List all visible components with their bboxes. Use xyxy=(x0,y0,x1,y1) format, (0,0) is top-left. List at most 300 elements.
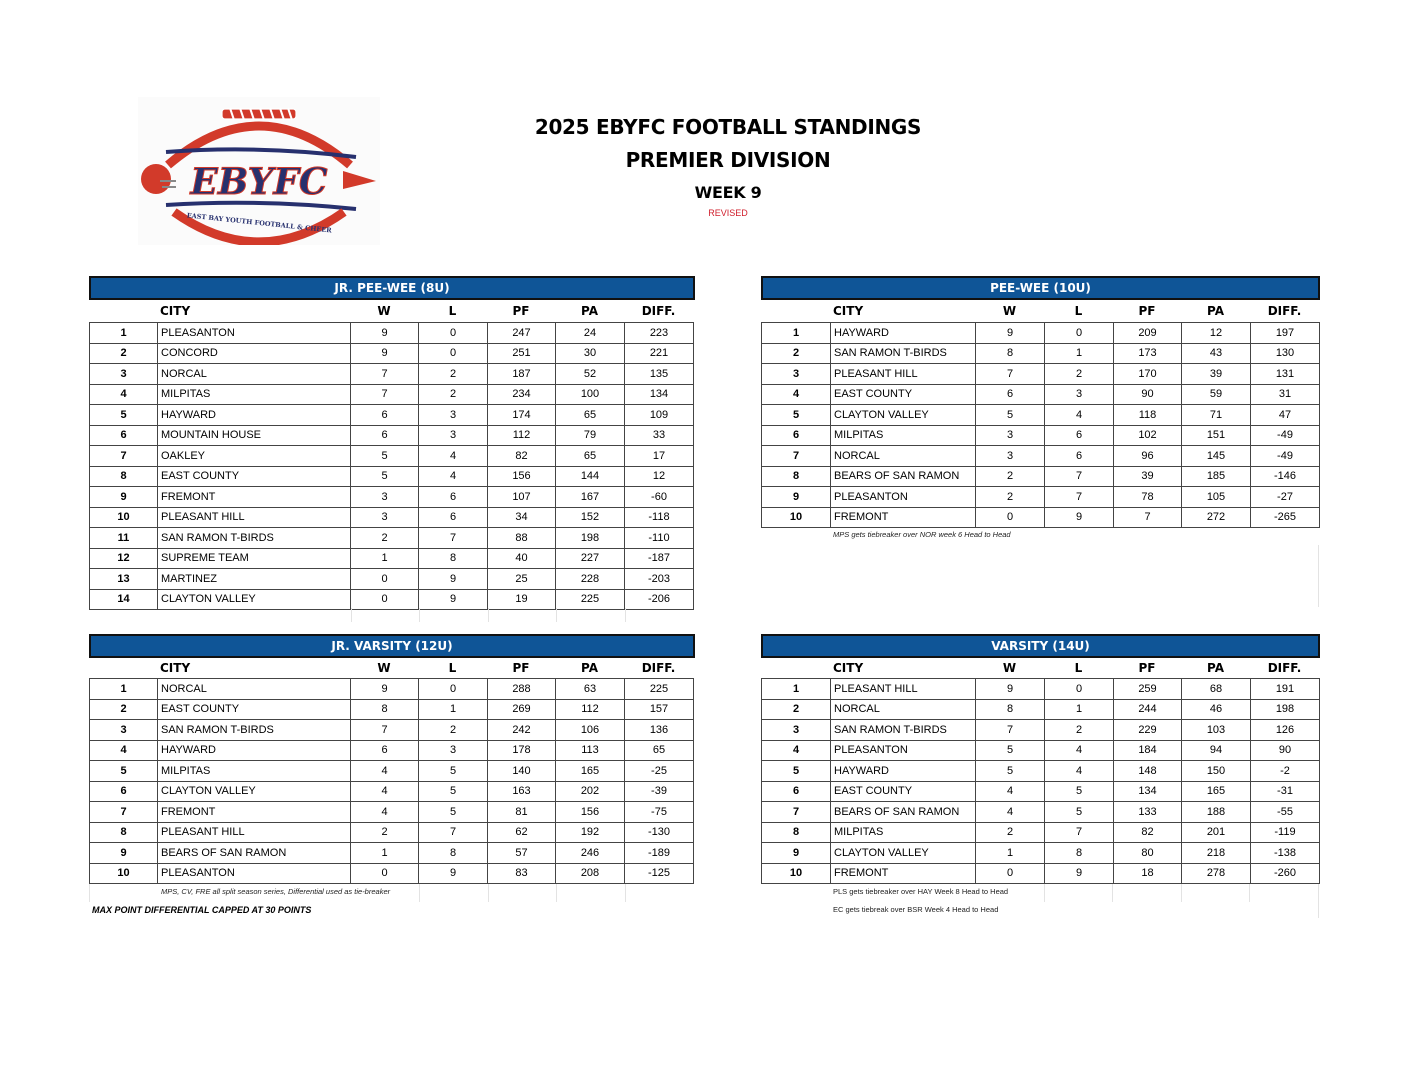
tiebreaker-note: MPS gets tiebreaker over NOR week 6 Head to Head xyxy=(833,530,1011,539)
cell-diff: 134 xyxy=(625,384,694,405)
cell-pa: 185 xyxy=(1182,466,1251,487)
table-row xyxy=(90,528,694,549)
cell-city: EAST COUNTY xyxy=(158,699,351,720)
cell-pf: 19 xyxy=(488,589,556,610)
cell-w: 0 xyxy=(976,863,1045,884)
week-label: WEEK 9 xyxy=(694,183,762,202)
cell-w: 1 xyxy=(351,548,419,569)
title-block xyxy=(480,112,976,220)
cell-city: HAYWARD xyxy=(831,323,976,344)
cell-rank: 1 xyxy=(762,323,831,344)
cell-l: 3 xyxy=(419,740,488,761)
cell-diff: -110 xyxy=(625,528,694,549)
cell-city: PLEASANT HILL xyxy=(831,364,976,385)
cell-pa: 100 xyxy=(556,384,625,405)
col-pf: PF xyxy=(512,304,530,318)
table-row xyxy=(90,679,694,700)
cell-diff: 109 xyxy=(625,405,694,426)
cell-diff: 31 xyxy=(1251,384,1320,405)
cell-pa: 208 xyxy=(556,863,625,884)
cell-pf: 174 xyxy=(488,405,556,426)
cell-pf: 170 xyxy=(1114,364,1182,385)
cell-pa: 201 xyxy=(1182,822,1251,843)
table-row xyxy=(762,699,1320,720)
cell-city: MARTINEZ xyxy=(158,569,351,590)
cell-pa: 65 xyxy=(556,405,625,426)
cell-pa: 46 xyxy=(1182,699,1251,720)
cell-pa: 12 xyxy=(1182,323,1251,344)
table-row xyxy=(90,487,694,508)
cell-pf: 247 xyxy=(488,323,556,344)
table-row xyxy=(762,466,1320,487)
cell-w: 8 xyxy=(351,699,419,720)
cell-city: PLEASANTON xyxy=(831,740,976,761)
cell-pf: 156 xyxy=(488,466,556,487)
cell-pf: 173 xyxy=(1114,343,1182,364)
cell-diff: 17 xyxy=(625,446,694,467)
cell-l: 2 xyxy=(419,384,488,405)
division-header: VARSITY (14U) xyxy=(761,634,1320,658)
cell-pa: 167 xyxy=(556,487,625,508)
cell-l: 0 xyxy=(419,343,488,364)
cell-city: HAYWARD xyxy=(831,761,976,782)
cell-w: 2 xyxy=(351,822,419,843)
cell-diff: -206 xyxy=(625,589,694,610)
col-l: L xyxy=(1074,304,1083,318)
cell-rank: 4 xyxy=(90,740,158,761)
cell-l: 0 xyxy=(419,679,488,700)
cell-l: 0 xyxy=(1045,323,1114,344)
cell-pa: 105 xyxy=(1182,487,1251,508)
col-city: CITY xyxy=(160,661,191,675)
cell-rank: 2 xyxy=(90,699,158,720)
table-row xyxy=(762,364,1320,385)
cell-city: NORCAL xyxy=(831,699,976,720)
table-row xyxy=(90,466,694,487)
division-jr-pee-wee xyxy=(89,276,695,610)
table-row xyxy=(762,843,1320,864)
cell-w: 6 xyxy=(351,405,419,426)
table-row xyxy=(90,720,694,741)
cell-w: 0 xyxy=(351,569,419,590)
table-row xyxy=(762,343,1320,364)
cell-pf: 229 xyxy=(1114,720,1182,741)
cell-diff: 198 xyxy=(1251,699,1320,720)
cell-rank: 4 xyxy=(90,384,158,405)
cell-pa: 202 xyxy=(556,781,625,802)
table-row xyxy=(90,589,694,610)
cell-w: 1 xyxy=(976,843,1045,864)
cell-diff: -265 xyxy=(1251,507,1320,528)
cell-pa: 59 xyxy=(1182,384,1251,405)
col-l: L xyxy=(448,661,457,675)
cell-l: 9 xyxy=(419,863,488,884)
cell-w: 9 xyxy=(351,343,419,364)
cell-pf: 34 xyxy=(488,507,556,528)
cell-w: 1 xyxy=(351,843,419,864)
cell-diff: -189 xyxy=(625,843,694,864)
cell-pf: 140 xyxy=(488,761,556,782)
table-row xyxy=(762,781,1320,802)
cell-pf: 251 xyxy=(488,343,556,364)
table-row xyxy=(90,323,694,344)
cell-pa: 227 xyxy=(556,548,625,569)
cell-pa: 112 xyxy=(556,699,625,720)
cell-w: 2 xyxy=(351,528,419,549)
cell-rank: 3 xyxy=(90,364,158,385)
cell-l: 4 xyxy=(1045,405,1114,426)
cell-pa: 79 xyxy=(556,425,625,446)
cell-rank: 8 xyxy=(90,466,158,487)
cell-w: 9 xyxy=(351,323,419,344)
cell-l: 2 xyxy=(1045,364,1114,385)
table-row xyxy=(762,487,1320,508)
cell-rank: 8 xyxy=(90,822,158,843)
cell-city: BEARS OF SAN RAMON xyxy=(831,802,976,823)
cell-rank: 5 xyxy=(90,761,158,782)
cell-rank: 7 xyxy=(762,802,831,823)
col-city: CITY xyxy=(833,661,864,675)
table-row xyxy=(90,384,694,405)
cell-pf: 81 xyxy=(488,802,556,823)
cell-city: PLEASANTON xyxy=(158,323,351,344)
cell-l: 5 xyxy=(1045,802,1114,823)
cell-diff: 131 xyxy=(1251,364,1320,385)
cell-pa: 68 xyxy=(1182,679,1251,700)
cell-pa: 94 xyxy=(1182,740,1251,761)
cell-city: BEARS OF SAN RAMON xyxy=(831,466,976,487)
cell-rank: 7 xyxy=(90,446,158,467)
table-row xyxy=(90,740,694,761)
cell-pa: 65 xyxy=(556,446,625,467)
col-diff: DIFF. xyxy=(641,304,676,318)
table-row xyxy=(762,507,1320,528)
cell-w: 0 xyxy=(976,507,1045,528)
cell-city: NORCAL xyxy=(158,364,351,385)
cell-w: 7 xyxy=(351,384,419,405)
cell-city: CLAYTON VALLEY xyxy=(158,589,351,610)
cell-diff: 221 xyxy=(625,343,694,364)
gridline xyxy=(1044,884,1045,902)
cell-diff: -49 xyxy=(1251,446,1320,467)
cell-w: 4 xyxy=(351,781,419,802)
cell-pf: 25 xyxy=(488,569,556,590)
cell-pa: 246 xyxy=(556,843,625,864)
cell-pa: 192 xyxy=(556,822,625,843)
cell-pf: 187 xyxy=(488,364,556,385)
table-row xyxy=(762,679,1320,700)
cell-pf: 82 xyxy=(488,446,556,467)
cell-city: SUPREME TEAM xyxy=(158,548,351,569)
table-row xyxy=(90,364,694,385)
table-row xyxy=(90,802,694,823)
cell-diff: -260 xyxy=(1251,863,1320,884)
cell-diff: -2 xyxy=(1251,761,1320,782)
cell-city: SAN RAMON T-BIRDS xyxy=(831,343,976,364)
cell-diff: -60 xyxy=(625,487,694,508)
cell-rank: 13 xyxy=(90,569,158,590)
cell-pf: 244 xyxy=(1114,699,1182,720)
division-jr-varsity xyxy=(89,634,695,884)
cell-l: 7 xyxy=(1045,822,1114,843)
cell-rank: 4 xyxy=(762,740,831,761)
cell-l: 2 xyxy=(419,720,488,741)
cell-pa: 228 xyxy=(556,569,625,590)
table-row xyxy=(762,802,1320,823)
col-pf: PF xyxy=(1138,661,1156,675)
cell-diff: -55 xyxy=(1251,802,1320,823)
gridline xyxy=(488,884,489,902)
table-row xyxy=(762,720,1320,741)
col-pf: PF xyxy=(512,661,530,675)
gridline xyxy=(488,608,489,622)
cell-city: PLEASANTON xyxy=(158,863,351,884)
cell-pf: 57 xyxy=(488,843,556,864)
cell-w: 6 xyxy=(351,740,419,761)
cell-diff: -203 xyxy=(625,569,694,590)
cell-pa: 39 xyxy=(1182,364,1251,385)
cell-pa: 151 xyxy=(1182,425,1251,446)
cell-w: 2 xyxy=(976,822,1045,843)
cell-city: OAKLEY xyxy=(158,446,351,467)
division-header: JR. PEE-WEE (8U) xyxy=(89,276,695,300)
cell-city: MILPITAS xyxy=(158,384,351,405)
cell-pa: 218 xyxy=(1182,843,1251,864)
table-row xyxy=(762,446,1320,467)
cell-rank: 2 xyxy=(762,699,831,720)
cell-pf: 90 xyxy=(1114,384,1182,405)
cell-pa: 24 xyxy=(556,323,625,344)
cell-diff: -119 xyxy=(1251,822,1320,843)
cell-pa: 272 xyxy=(1182,507,1251,528)
cell-pa: 145 xyxy=(1182,446,1251,467)
cell-w: 4 xyxy=(976,781,1045,802)
cell-rank: 5 xyxy=(762,405,831,426)
cell-l: 7 xyxy=(419,822,488,843)
cell-l: 8 xyxy=(1045,843,1114,864)
cell-pa: 106 xyxy=(556,720,625,741)
cell-pf: 209 xyxy=(1114,323,1182,344)
cell-city: CLAYTON VALLEY xyxy=(158,781,351,802)
cell-rank: 3 xyxy=(762,364,831,385)
tiebreaker-note: PLS gets tiebreaker over HAY Week 8 Head to Head xyxy=(833,887,1009,896)
cell-w: 9 xyxy=(976,679,1045,700)
cell-rank: 10 xyxy=(90,863,158,884)
cell-l: 3 xyxy=(1045,384,1114,405)
cell-w: 8 xyxy=(976,699,1045,720)
cell-pa: 198 xyxy=(556,528,625,549)
gridline xyxy=(351,608,352,622)
cell-rank: 6 xyxy=(762,425,831,446)
cell-diff: 65 xyxy=(625,740,694,761)
cell-w: 6 xyxy=(351,425,419,446)
cell-diff: 157 xyxy=(625,699,694,720)
revised-label: REVISED xyxy=(708,208,748,218)
table-row xyxy=(90,569,694,590)
cell-pa: 188 xyxy=(1182,802,1251,823)
cell-pf: 134 xyxy=(1114,781,1182,802)
cell-l: 0 xyxy=(1045,679,1114,700)
tiebreaker-note: EC gets tiebreak over BSR Week 4 Head to Head xyxy=(833,905,999,914)
cell-pf: 96 xyxy=(1114,446,1182,467)
ebyfc-logo xyxy=(138,97,380,245)
cell-city: FREMONT xyxy=(158,802,351,823)
col-pf: PF xyxy=(1138,304,1156,318)
cell-city: CONCORD xyxy=(158,343,351,364)
cell-pf: 39 xyxy=(1114,466,1182,487)
gridline xyxy=(1181,884,1182,902)
page-title: 2025 EBYFC FOOTBALL STANDINGS xyxy=(534,115,922,139)
cell-city: SAN RAMON T-BIRDS xyxy=(158,528,351,549)
cell-l: 2 xyxy=(1045,720,1114,741)
cell-city: MILPITAS xyxy=(158,761,351,782)
gridline xyxy=(625,608,626,622)
cell-rank: 9 xyxy=(90,487,158,508)
cell-city: SAN RAMON T-BIRDS xyxy=(831,720,976,741)
cell-city: MILPITAS xyxy=(831,822,976,843)
differential-cap-note: MAX POINT DIFFERENTIAL CAPPED AT 30 POINTS xyxy=(92,905,312,915)
cell-pf: 184 xyxy=(1114,740,1182,761)
cell-l: 1 xyxy=(1045,343,1114,364)
cell-rank: 5 xyxy=(90,405,158,426)
gridline xyxy=(419,884,420,902)
table-row xyxy=(762,822,1320,843)
cell-l: 6 xyxy=(419,487,488,508)
cell-city: CLAYTON VALLEY xyxy=(831,843,976,864)
cell-diff: -138 xyxy=(1251,843,1320,864)
cell-pf: 107 xyxy=(488,487,556,508)
cell-rank: 11 xyxy=(90,528,158,549)
cell-w: 7 xyxy=(351,720,419,741)
cell-l: 7 xyxy=(1045,487,1114,508)
cell-w: 0 xyxy=(351,589,419,610)
cell-diff: 225 xyxy=(625,679,694,700)
table-row xyxy=(762,425,1320,446)
cell-pf: 259 xyxy=(1114,679,1182,700)
cell-rank: 1 xyxy=(762,679,831,700)
standings-table xyxy=(89,678,694,884)
cell-rank: 6 xyxy=(90,425,158,446)
cell-rank: 10 xyxy=(90,507,158,528)
cell-city: SAN RAMON T-BIRDS xyxy=(158,720,351,741)
division-varsity xyxy=(761,634,1320,884)
cell-pf: 163 xyxy=(488,781,556,802)
cell-rank: 2 xyxy=(762,343,831,364)
cell-diff: 130 xyxy=(1251,343,1320,364)
cell-pa: 152 xyxy=(556,507,625,528)
cell-city: MOUNTAIN HOUSE xyxy=(158,425,351,446)
cell-l: 2 xyxy=(419,364,488,385)
col-w: W xyxy=(377,661,391,675)
cell-pf: 102 xyxy=(1114,425,1182,446)
cell-w: 7 xyxy=(976,364,1045,385)
col-w: W xyxy=(377,304,391,318)
cell-w: 3 xyxy=(976,425,1045,446)
cell-diff: 191 xyxy=(1251,679,1320,700)
col-w: W xyxy=(1002,304,1017,318)
cell-l: 9 xyxy=(1045,507,1114,528)
cell-diff: -118 xyxy=(625,507,694,528)
cell-diff: 126 xyxy=(1251,720,1320,741)
cell-rank: 10 xyxy=(762,507,831,528)
cell-w: 7 xyxy=(351,364,419,385)
table-row xyxy=(90,405,694,426)
gridline xyxy=(1112,884,1113,902)
cell-rank: 9 xyxy=(762,843,831,864)
cell-diff: -187 xyxy=(625,548,694,569)
cell-diff: -146 xyxy=(1251,466,1320,487)
cell-w: 9 xyxy=(351,679,419,700)
cell-city: PLEASANT HILL xyxy=(831,679,976,700)
table-row xyxy=(762,740,1320,761)
cell-city: BEARS OF SAN RAMON xyxy=(158,843,351,864)
cell-w: 0 xyxy=(351,863,419,884)
cell-diff: -125 xyxy=(625,863,694,884)
cell-l: 0 xyxy=(419,323,488,344)
division-pee-wee xyxy=(761,276,1320,528)
cell-pf: 78 xyxy=(1114,487,1182,508)
cell-pf: 62 xyxy=(488,822,556,843)
cell-city: MILPITAS xyxy=(831,425,976,446)
cell-l: 7 xyxy=(1045,466,1114,487)
gridline xyxy=(625,884,626,902)
cell-pa: 113 xyxy=(556,740,625,761)
column-headers xyxy=(761,300,1320,322)
cell-rank: 6 xyxy=(762,781,831,802)
cell-w: 8 xyxy=(976,343,1045,364)
cell-city: NORCAL xyxy=(831,446,976,467)
cell-diff: -31 xyxy=(1251,781,1320,802)
cell-diff: -130 xyxy=(625,822,694,843)
cell-l: 4 xyxy=(419,466,488,487)
cell-pf: 133 xyxy=(1114,802,1182,823)
cell-diff: -27 xyxy=(1251,487,1320,508)
cell-pf: 7 xyxy=(1114,507,1182,528)
cell-diff: 33 xyxy=(625,425,694,446)
table-row xyxy=(90,548,694,569)
cell-diff: 47 xyxy=(1251,405,1320,426)
cell-rank: 3 xyxy=(90,720,158,741)
cell-l: 7 xyxy=(419,528,488,549)
cell-l: 4 xyxy=(1045,761,1114,782)
table-row xyxy=(90,822,694,843)
cell-w: 5 xyxy=(351,446,419,467)
cell-w: 3 xyxy=(351,487,419,508)
col-l: L xyxy=(448,304,457,318)
cell-rank: 5 xyxy=(762,761,831,782)
col-w: W xyxy=(1002,661,1017,675)
gridline xyxy=(419,608,420,622)
division-title: PREMIER DIVISION xyxy=(625,148,831,172)
cell-l: 8 xyxy=(419,843,488,864)
cell-w: 4 xyxy=(351,761,419,782)
col-pa: PA xyxy=(581,661,598,675)
football-logo-icon xyxy=(138,97,380,245)
table-row xyxy=(762,761,1320,782)
cell-city: EAST COUNTY xyxy=(158,466,351,487)
cell-l: 5 xyxy=(419,802,488,823)
cell-pa: 52 xyxy=(556,364,625,385)
gridline xyxy=(556,608,557,622)
cell-diff: -39 xyxy=(625,781,694,802)
col-pa: PA xyxy=(1207,661,1224,675)
table-row xyxy=(90,507,694,528)
svg-text:EAST BAY YOUTH FOOTBALL & CHEE: EAST BAY YOUTH FOOTBALL & CHEER xyxy=(186,211,333,235)
cell-diff: -49 xyxy=(1251,425,1320,446)
table-row xyxy=(90,781,694,802)
table-row xyxy=(762,863,1320,884)
cell-diff: 197 xyxy=(1251,323,1320,344)
